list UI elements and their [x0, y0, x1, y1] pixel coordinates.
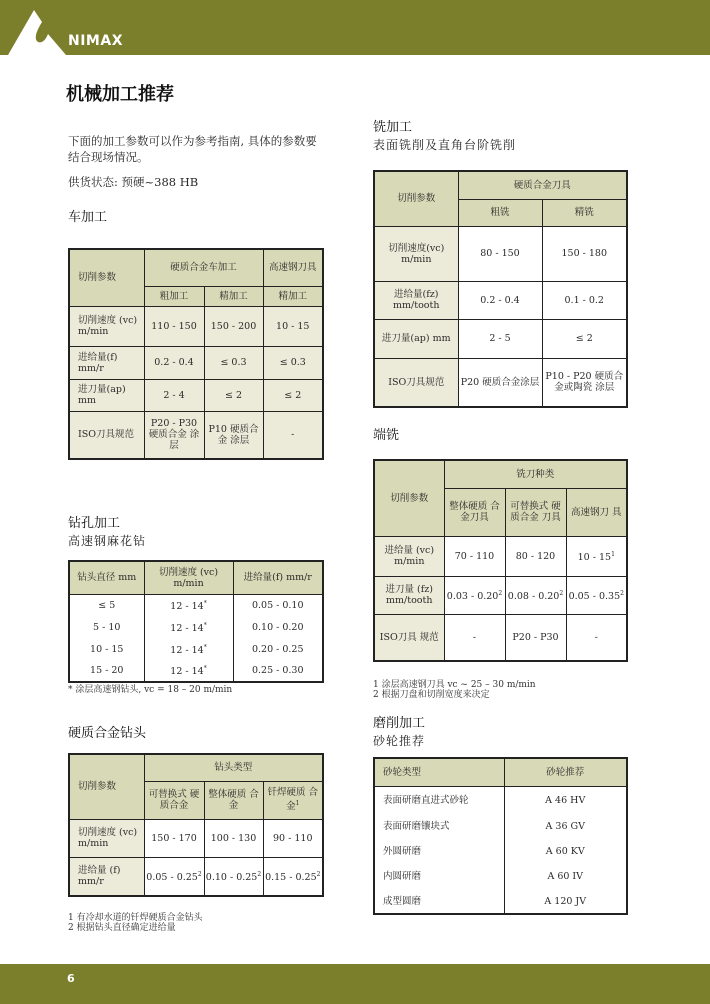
cell: 成型圆磨	[374, 889, 504, 914]
value: 12 - 14	[170, 601, 204, 613]
cell: 外圆研磨	[374, 839, 504, 864]
footnote-mark: 2	[559, 589, 564, 597]
col-header: 可替换式 硬质合金 刀具	[505, 488, 566, 536]
nimax-logo-icon	[8, 8, 66, 55]
milling-table	[373, 170, 628, 408]
cell: 0.05 - 0.10	[233, 594, 323, 616]
cell: 5 - 10	[69, 616, 144, 638]
row-label: 进给量 (vc) m/min	[374, 536, 444, 576]
table-row	[69, 616, 323, 638]
cell: A 60 IV	[504, 864, 627, 889]
param-header: 切削参数	[374, 460, 444, 536]
cell: 表面研磨镶块式	[374, 814, 504, 839]
value: 12 - 14	[170, 623, 204, 635]
row-label: 进给量(fz) mm/tooth	[374, 281, 458, 319]
footnote-mark: 1	[611, 550, 615, 558]
row-label: 进刀量(ap) mm	[374, 319, 458, 358]
footnote-mark: 2	[620, 589, 624, 597]
table-row	[69, 346, 323, 379]
brand-name: NIMAX	[68, 33, 123, 49]
table-row	[374, 536, 627, 576]
row-label: 进给量 (f) mm/r	[69, 857, 144, 896]
cell	[566, 576, 627, 614]
footnote-mark: 2	[316, 871, 321, 879]
cell: ≤ 0.3	[263, 346, 323, 379]
table-row	[374, 281, 627, 319]
row-label: 进刀量(ap) mm	[69, 379, 144, 411]
drilling-subheading: 高速钢麻花钻	[68, 534, 147, 548]
footnote-mark: *	[203, 665, 207, 673]
turning-heading: 车加工	[68, 210, 108, 225]
page-title: 机械加工推荐	[66, 84, 174, 105]
footnote-mark: *	[203, 643, 207, 651]
cell: 表面研磨直进式砂轮	[374, 786, 504, 814]
carbide-drill-table	[68, 753, 324, 897]
cell: -	[263, 411, 323, 459]
grinding-heading: 磨削加工	[373, 716, 426, 731]
param-header: 切削参数	[69, 754, 144, 819]
table-row	[69, 411, 323, 459]
cell: ≤ 2	[542, 319, 627, 358]
hss-header: 高速钢刀具	[263, 249, 323, 286]
cell	[144, 857, 204, 896]
row-label: ISO刀具规范	[374, 358, 458, 407]
cell: -	[444, 614, 505, 661]
row-label: 切削速度(vc) m/min	[374, 226, 458, 281]
value: 0.15 - 0.25	[265, 872, 317, 884]
carbide-drill-note-2: 2 根据钻头直径确定进给量	[68, 923, 176, 933]
value: 12 - 14	[170, 645, 204, 657]
cell: 15 - 20	[69, 660, 144, 682]
cell: P10 硬质合金 涂层	[204, 411, 263, 459]
value: 12 - 14	[170, 666, 204, 678]
cell: ≤ 2	[204, 379, 263, 411]
cell: 150 - 180	[542, 226, 627, 281]
col-header: 可替换式 硬质合金	[144, 781, 204, 819]
table-row	[374, 358, 627, 407]
cell: 110 - 150	[144, 306, 204, 346]
table-row	[374, 839, 627, 864]
table-row	[374, 226, 627, 281]
cell	[263, 857, 323, 896]
row-label: 切削速度 (vc) m/min	[69, 306, 144, 346]
cell: A 120 JV	[504, 889, 627, 914]
cell	[505, 576, 566, 614]
end-milling-table	[373, 459, 628, 662]
carbide-drill-heading: 硬质合金钻头	[68, 726, 147, 741]
milling-heading: 铣加工	[373, 120, 413, 135]
value: 0.05 - 0.35	[568, 591, 621, 603]
footnote-mark: 2	[257, 871, 262, 879]
carbide-header: 硬质合金车加工	[144, 249, 263, 286]
drilling-note: * 涂层高速钢钻头, vc = 18 – 20 m/min	[68, 685, 233, 695]
row-label: 进刀量 (fz) mm/tooth	[374, 576, 444, 614]
cell: 0.2 - 0.4	[144, 346, 204, 379]
carbide-drill-note-1: 1 有冷却水道的钎焊硬质合金钻头	[68, 913, 203, 923]
col-header: 砂轮类型	[374, 758, 504, 786]
value: 0.10 - 0.25	[205, 872, 258, 884]
table-row	[69, 594, 323, 616]
rough-header: 粗铣	[458, 199, 542, 226]
cell	[204, 857, 263, 896]
finish-header: 精加工	[204, 286, 263, 306]
table-row	[374, 889, 627, 914]
type-header: 铣刀种类	[444, 460, 627, 488]
col-header: 砂轮推荐	[504, 758, 627, 786]
param-header: 切削参数	[374, 171, 458, 226]
table-row	[374, 814, 627, 839]
cell: A 46 HV	[504, 786, 627, 814]
cell: P20 - P30 硬质合金 涂层	[144, 411, 204, 459]
table-row	[69, 857, 323, 896]
cell: 2 - 4	[144, 379, 204, 411]
value: 0.03 - 0.20	[446, 591, 499, 603]
cell: 0.2 - 0.4	[458, 281, 542, 319]
cell: ≤ 2	[263, 379, 323, 411]
cell	[144, 594, 233, 616]
table-row	[374, 786, 627, 814]
row-label: 进给量(f) mm/r	[69, 346, 144, 379]
cell: 100 - 130	[204, 819, 263, 857]
col-header: 切削速度 (vc) m/min	[144, 561, 233, 594]
footnote-mark: *	[203, 621, 207, 629]
cell: 0.25 - 0.30	[233, 660, 323, 682]
cell: 内圆研磨	[374, 864, 504, 889]
cell: 80 - 120	[505, 536, 566, 576]
turning-table	[68, 248, 324, 460]
cell: 10 - 15	[69, 638, 144, 660]
cell	[144, 638, 233, 660]
col-header: 高速钢刀 具	[566, 488, 627, 536]
cell: ≤ 0.3	[204, 346, 263, 379]
cell: 80 - 150	[458, 226, 542, 281]
rough-header: 粗加工	[144, 286, 204, 306]
col-header: 整体硬质 合金	[204, 781, 263, 819]
intro-text: 下面的加工参数可以作为参考指南, 具体的参数要结合现场情况。	[68, 134, 317, 164]
cell: 0.1 - 0.2	[542, 281, 627, 319]
header-bar	[0, 0, 710, 55]
table-row	[69, 306, 323, 346]
cell: 0.10 - 0.20	[233, 616, 323, 638]
cell: P20 硬质合金涂层	[458, 358, 542, 407]
table-row	[69, 379, 323, 411]
cell	[144, 660, 233, 682]
param-header: 切削参数	[69, 249, 144, 306]
grinding-table	[373, 757, 628, 915]
col-header: 钻头直径 mm	[69, 561, 144, 594]
cell: A 36 GV	[504, 814, 627, 839]
cell: 0.20 - 0.25	[233, 638, 323, 660]
cell: -	[566, 614, 627, 661]
cell: P20 - P30	[505, 614, 566, 661]
row-label: 切削速度 (vc) m/min	[69, 819, 144, 857]
footnote-mark: *	[203, 600, 207, 608]
cell	[566, 536, 627, 576]
row-label: ISO刀具 规范	[374, 614, 444, 661]
table-row	[374, 576, 627, 614]
milling-subheading: 表面铣削及直角台阶铣削	[373, 138, 517, 152]
cell	[144, 616, 233, 638]
table-row	[374, 614, 627, 661]
table-row	[374, 864, 627, 889]
table-row	[69, 660, 323, 682]
page-number: 6	[67, 972, 75, 985]
col-header: 进给量(f) mm/r	[233, 561, 323, 594]
footnote-mark: 2	[498, 589, 503, 597]
footnote-mark: 2	[197, 871, 202, 879]
cell: 10 - 15	[263, 306, 323, 346]
value: 0.08 - 0.20	[507, 591, 560, 603]
cell: P10 - P20 硬质合金或陶瓷 涂层	[542, 358, 627, 407]
finish-header: 精铣	[542, 199, 627, 226]
table-row	[374, 319, 627, 358]
cell	[444, 576, 505, 614]
drilling-table	[68, 560, 324, 683]
cell: A 60 KV	[504, 839, 627, 864]
label: 钎焊硬质 合金	[267, 787, 319, 813]
footnote-mark: 1	[295, 800, 300, 808]
cell: 2 - 5	[458, 319, 542, 358]
cell: ≤ 5	[69, 594, 144, 616]
table-row	[69, 819, 323, 857]
carbide-header: 硬质合金刀具	[458, 171, 627, 199]
footer-bar	[0, 964, 710, 1004]
grinding-subheading: 砂轮推荐	[373, 734, 426, 748]
cell: 150 - 200	[204, 306, 263, 346]
end-milling-heading: 端铣	[373, 428, 400, 443]
row-label: ISO刀具规范	[69, 411, 144, 459]
value: 0.05 - 0.25	[146, 872, 198, 884]
cell: 70 - 110	[444, 536, 505, 576]
supply-condition: 供货状态: 预硬~388 HB	[68, 175, 199, 189]
cell: 90 - 110	[263, 819, 323, 857]
value: 10 - 15	[577, 552, 612, 564]
hss-finish-header: 精加工	[263, 286, 323, 306]
type-header: 钻头类型	[144, 754, 323, 781]
cell: 150 - 170	[144, 819, 204, 857]
end-milling-note-1: 1 涂层高速钢刀具 vc ~ 25 – 30 m/min	[373, 680, 536, 690]
end-milling-note-2: 2 根据刀盘和切削宽度来决定	[373, 690, 490, 700]
col-header: 整体硬质 合金刀具	[444, 488, 505, 536]
col-header	[263, 781, 323, 819]
table-row	[69, 638, 323, 660]
drilling-heading: 钻孔加工	[68, 516, 121, 531]
